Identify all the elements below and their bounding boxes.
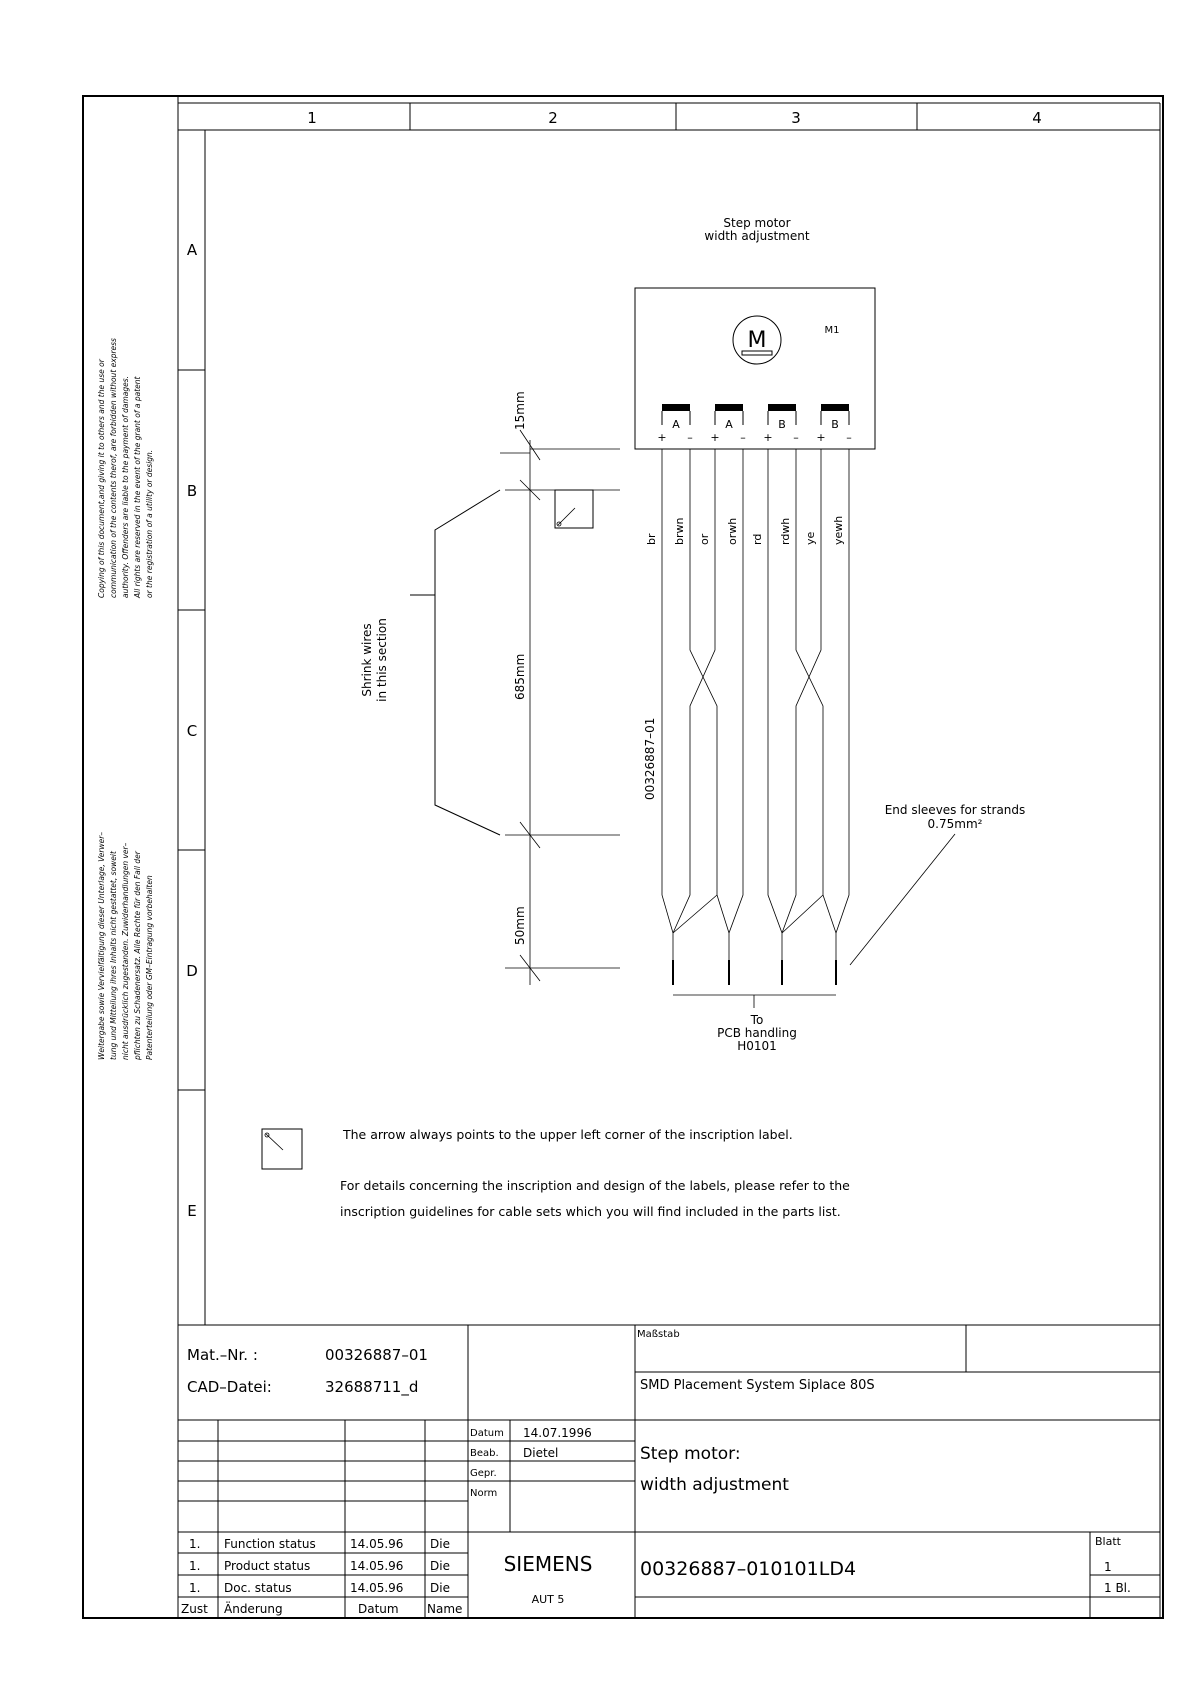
beab-label: Beab.: [470, 1448, 499, 1459]
svg-text:Die: Die: [430, 1537, 450, 1551]
dim-top: 15mm: [513, 391, 527, 430]
grid-row-c: C: [186, 722, 198, 740]
motor-title-line1: Step motor: [723, 216, 791, 230]
wire-label-rd: rd: [751, 533, 764, 545]
svg-text:+: +: [657, 431, 667, 444]
arrow-note: The arrow always points to the upper left corner of the inscription label.: [343, 1127, 793, 1142]
svg-text:14.05.96: 14.05.96: [350, 1581, 404, 1595]
to-line3: H0101: [737, 1039, 777, 1053]
svg-text:+: +: [763, 431, 773, 444]
details-note-line1: For details concerning the inscription and design of the labels, please refer to the: [340, 1178, 850, 1193]
pin-b1: [763, 404, 798, 444]
company-name: SIEMENS: [503, 1552, 593, 1576]
svg-text:Weitergabe sowie Vervielfältig: Weitergabe sowie Vervielfältigung dieser Unterlage, Verwer–: [97, 831, 106, 1060]
grid-row-e: E: [187, 1202, 197, 1220]
motor-symbol-letter: M: [747, 328, 767, 353]
gepr-label: Gepr.: [470, 1468, 497, 1479]
to-line2: PCB handling: [717, 1026, 797, 1040]
norm-label: Norm: [470, 1488, 498, 1499]
svg-text:Änderung: Änderung: [224, 1602, 283, 1616]
svg-text:–: –: [793, 431, 799, 444]
wire-label-rdwh: rdwh: [779, 517, 792, 545]
wire-label-brwn: brwn: [673, 517, 686, 545]
mat-label: Mat.–Nr. :: [187, 1346, 258, 1364]
shrink-label-line2: in this section: [375, 618, 389, 702]
bl-total: 1 Bl.: [1104, 1581, 1131, 1595]
end-sleeves-line2: 0.75mm²: [927, 817, 983, 831]
revision-row: [189, 1559, 450, 1573]
svg-text:tung und Mitteilung ihres Inha: tung und Mitteilung ihres Inhalts nicht gestattet, soweit: [109, 851, 118, 1060]
end-sleeves-leader: [850, 834, 955, 965]
shrink-bracket: [435, 490, 500, 835]
cable-number: 00326887–01: [643, 717, 657, 800]
svg-text:–: –: [687, 431, 693, 444]
svg-text:–: –: [846, 431, 852, 444]
svg-text:pflichten zu Schadenersatz. Al: pflichten zu Schadenersatz. Alle Rechte für den Fall der: [133, 851, 142, 1060]
svg-text:Doc. status: Doc. status: [224, 1581, 292, 1595]
to-line1: To: [750, 1013, 764, 1027]
svg-text:A: A: [672, 418, 680, 431]
dimension-lines: [500, 430, 620, 985]
motor-title-line2: width adjustment: [704, 229, 810, 243]
svg-text:Datum: Datum: [358, 1602, 399, 1616]
mat-value: 00326887–01: [325, 1346, 428, 1364]
wire-label-ye: ye: [804, 531, 817, 545]
datum-label: Datum: [470, 1428, 504, 1439]
revision-row: [189, 1581, 450, 1595]
svg-text:Die: Die: [430, 1559, 450, 1573]
dim-middle: 685mm: [513, 653, 527, 700]
svg-text:14.05.96: 14.05.96: [350, 1537, 404, 1551]
end-sleeves-line1: End sleeves for strands: [884, 803, 1026, 817]
grid-row-a: A: [186, 241, 198, 259]
blatt-label: Blatt: [1095, 1535, 1121, 1548]
svg-text:1.: 1.: [189, 1537, 201, 1551]
pin-b2: [816, 404, 851, 444]
svg-text:+: +: [816, 431, 826, 444]
department: AUT 5: [531, 1593, 565, 1606]
copyright-notice-en: [97, 338, 154, 599]
svg-text:Patenterteilung oder GM–Eintra: Patenterteilung oder GM–Eintragung vorbehalten: [145, 875, 154, 1060]
svg-text:authority. Offenders are liabl: authority. Offenders are liable to the payment of damages.: [121, 375, 130, 598]
svg-text:or the registration of a utili: or the registration of a utility or design.: [145, 449, 154, 598]
drawing-number: 00326887–010101LD4: [640, 1558, 857, 1580]
svg-text:Product status: Product status: [224, 1559, 311, 1573]
to-pcb-bracket: [673, 995, 836, 1008]
revision-table: [181, 1537, 462, 1616]
massstab-label: Maßstab: [637, 1329, 680, 1340]
shrink-label-line1: Shrink wires: [360, 623, 374, 697]
motor-ref: M1: [824, 325, 840, 336]
details-note-line2: inscription guidelines for cable sets which you will find included in the parts list.: [340, 1204, 841, 1219]
grid-col-1: 1: [307, 109, 317, 127]
svg-text:+: +: [710, 431, 720, 444]
svg-text:A: A: [725, 418, 733, 431]
grid-col-2: 2: [548, 109, 558, 127]
svg-text:Zust: Zust: [181, 1602, 208, 1616]
grid-row-d: D: [186, 962, 198, 980]
svg-text:Function status: Function status: [224, 1537, 316, 1551]
svg-text:communication of the contents: communication of the contents therof, are forbidden without express: [109, 338, 118, 598]
system-name: SMD Placement System Siplace 80S: [640, 1378, 875, 1393]
grid-col-3: 3: [791, 109, 801, 127]
drawing-title-line1: Step motor:: [640, 1444, 741, 1464]
svg-text:Name: Name: [427, 1602, 463, 1616]
pin-a1: [657, 404, 692, 444]
svg-text:1.: 1.: [189, 1581, 201, 1595]
cad-value: 32688711_d: [325, 1378, 419, 1396]
datum-value: 14.07.1996: [523, 1426, 592, 1440]
svg-text:–: –: [740, 431, 746, 444]
motor-body: [635, 288, 875, 449]
blatt-value: 1: [1104, 1560, 1112, 1574]
copyright-notice-de: [97, 832, 154, 1061]
wire-label-yewh: yewh: [832, 515, 845, 545]
dim-bottom: 50mm: [513, 906, 527, 945]
svg-text:1.: 1.: [189, 1559, 201, 1573]
grid-col-4: 4: [1032, 109, 1042, 127]
grid-row-b: B: [186, 482, 198, 500]
wire-label-orwh: orwh: [726, 517, 739, 545]
svg-text:B: B: [831, 418, 839, 431]
pin-a2: [710, 404, 745, 444]
svg-text:Copying of this document,and g: Copying of this document,and giving it to others and the use or: [97, 359, 106, 598]
svg-text:14.05.96: 14.05.96: [350, 1559, 404, 1573]
svg-text:All rights are reserved in the: All rights are reserved in the event of the grant of a patent: [133, 376, 142, 598]
beab-value: Dietel: [523, 1446, 559, 1460]
svg-text:B: B: [778, 418, 786, 431]
wire-color-labels: [645, 516, 845, 545]
drawing-title-line2: width adjustment: [640, 1475, 789, 1495]
svg-text:Die: Die: [430, 1581, 450, 1595]
svg-text:nicht ausdrücklich zugestanden: nicht ausdrücklich zugestanden. Zuwiderhandlungen ver–: [121, 842, 130, 1060]
wire-label-br: br: [645, 533, 658, 545]
revision-header: [181, 1601, 462, 1616]
wire-bundle: [662, 449, 849, 985]
revision-row: [189, 1537, 450, 1551]
wire-label-or: or: [698, 533, 711, 545]
cad-label: CAD–Datei:: [187, 1378, 272, 1396]
